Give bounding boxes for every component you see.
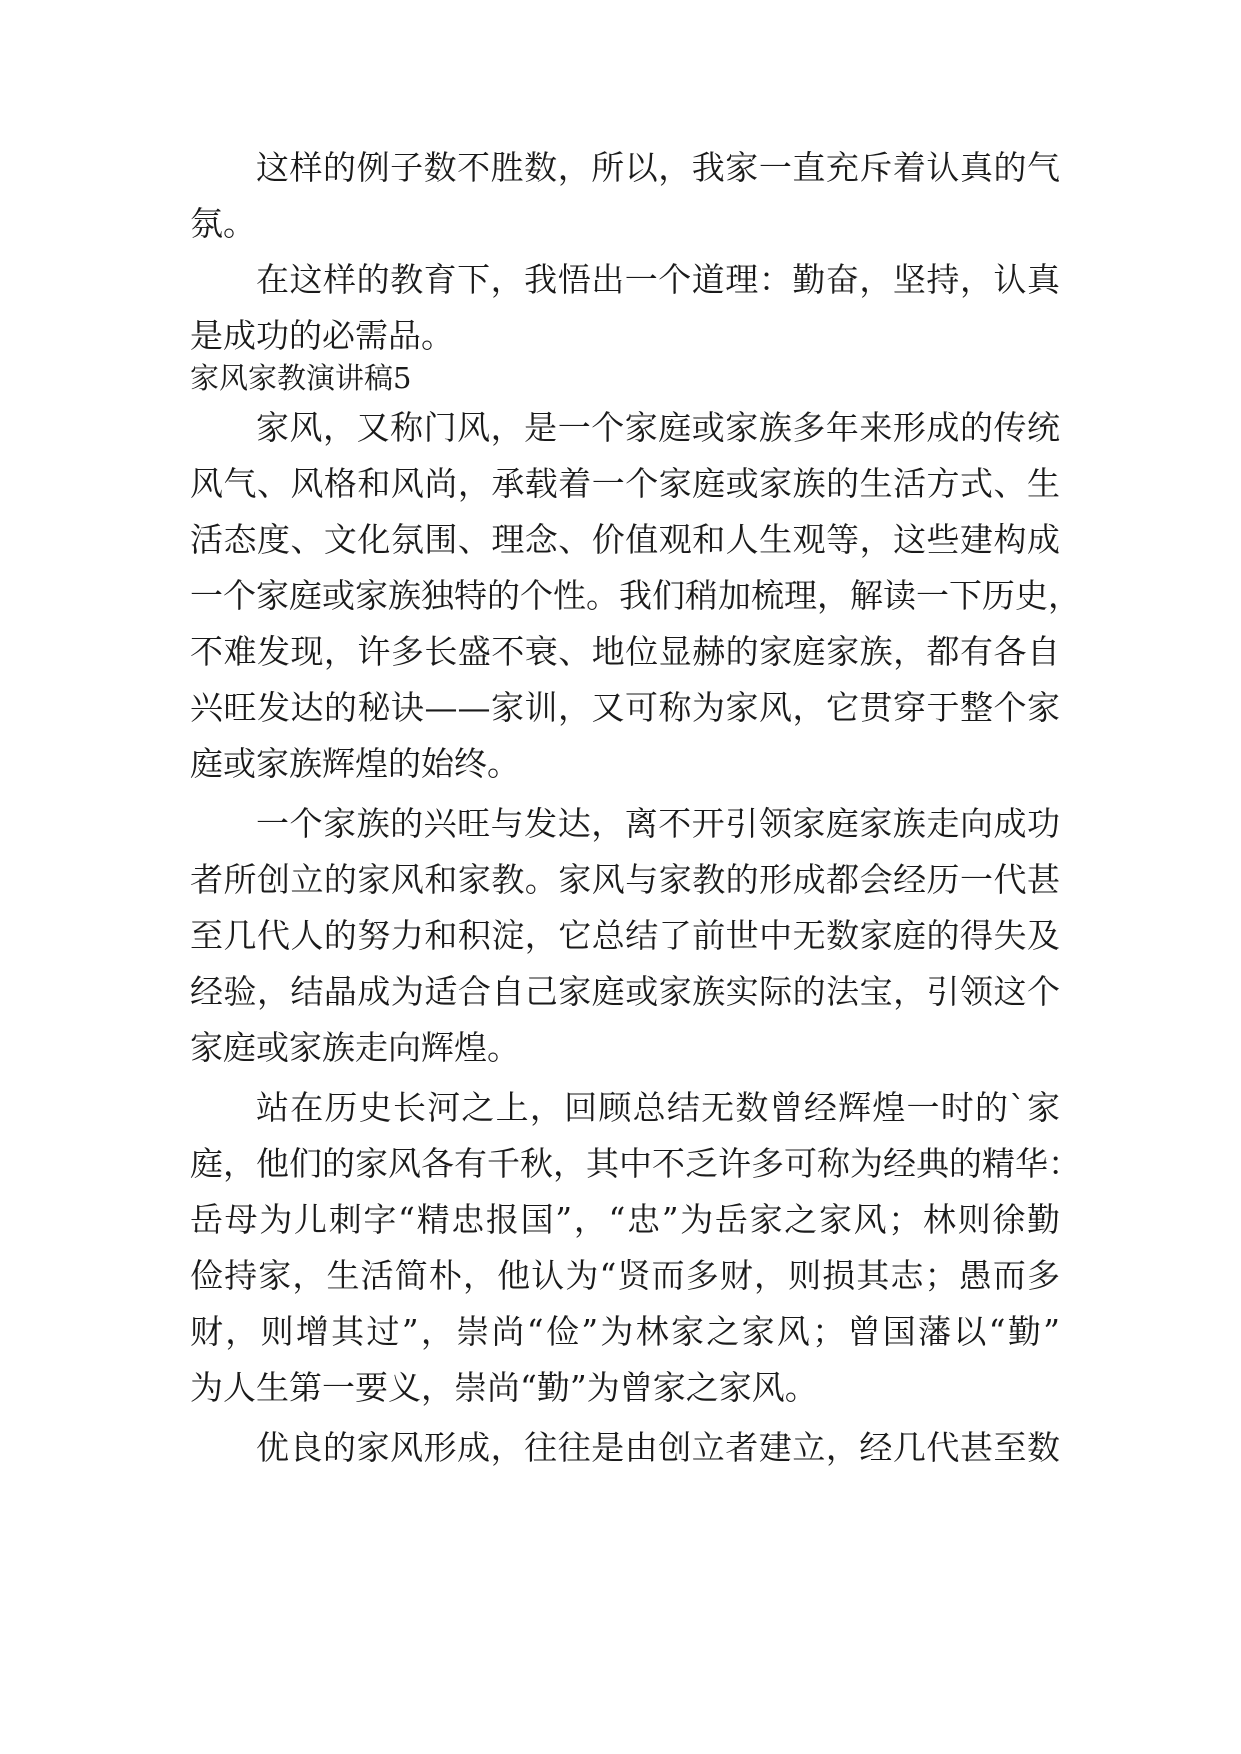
paragraph-line: 这样的例子数不胜数，所以，我家一直充斥着认真的气 [256, 148, 1060, 187]
paragraph-line: 氛。 [190, 204, 256, 243]
paragraph-line: 庭或家族辉煌的始终。 [190, 744, 520, 783]
paragraph-line: 一个家庭或家族独特的个性。我们稍加梳理，解读一下历史， [190, 576, 1081, 615]
paragraph-line: 岳母为儿刺字“精忠报国”，“忠”为岳家之家风；林则徐勤 [190, 1200, 1060, 1239]
paragraph-line: 兴旺发达的秘诀——家训，又可称为家风，它贯穿于整个家 [190, 688, 1060, 727]
paragraph-line: 风气、风格和风尚，承载着一个家庭或家族的生活方式、生 [190, 464, 1060, 503]
paragraph-line: 优良的家风形成，往往是由创立者建立，经几代甚至数 [256, 1428, 1060, 1467]
paragraph-line: 不难发现，许多长盛不衰、地位显赫的家庭家族，都有各自 [190, 632, 1060, 671]
paragraph-line: 庭，他们的家风各有千秋，其中不乏许多可称为经典的精华： [190, 1144, 1081, 1183]
paragraph-line: 一个家族的兴旺与发达，离不开引领家庭家族走向成功 [256, 804, 1060, 843]
paragraph-line: 为人生第一要义，崇尚“勤”为曾家之家风。 [190, 1368, 818, 1407]
paragraph-line: 是成功的必需品。 [190, 316, 454, 355]
paragraph-line: 站在历史长河之上，回顾总结无数曾经辉煌一时的`家 [256, 1088, 1060, 1127]
paragraph-line: 经验，结晶成为适合自己家庭或家族实际的法宝，引领这个 [190, 972, 1060, 1011]
paragraph-line: 至几代人的努力和积淀，它总结了前世中无数家庭的得失及 [190, 916, 1060, 955]
section-heading: 家风家教演讲稿5 [190, 361, 412, 395]
paragraph-line: 活态度、文化氛围、理念、价值观和人生观等，这些建构成 [190, 520, 1060, 559]
paragraph-line: 在这样的教育下，我悟出一个道理：勤奋，坚持，认真 [256, 260, 1060, 299]
paragraph-line: 家风，又称门风，是一个家庭或家族多年来形成的传统 [256, 408, 1060, 447]
paragraph-line: 俭持家，生活简朴，他认为“贤而多财，则损其志；愚而多 [190, 1256, 1060, 1295]
paragraph-line: 者所创立的家风和家教。家风与家教的形成都会经历一代甚 [190, 860, 1060, 899]
paragraph-line: 财，则增其过”，崇尚“俭”为林家之家风；曾国藩以“勤” [190, 1312, 1060, 1351]
paragraph-line: 家庭或家族走向辉煌。 [190, 1028, 520, 1067]
